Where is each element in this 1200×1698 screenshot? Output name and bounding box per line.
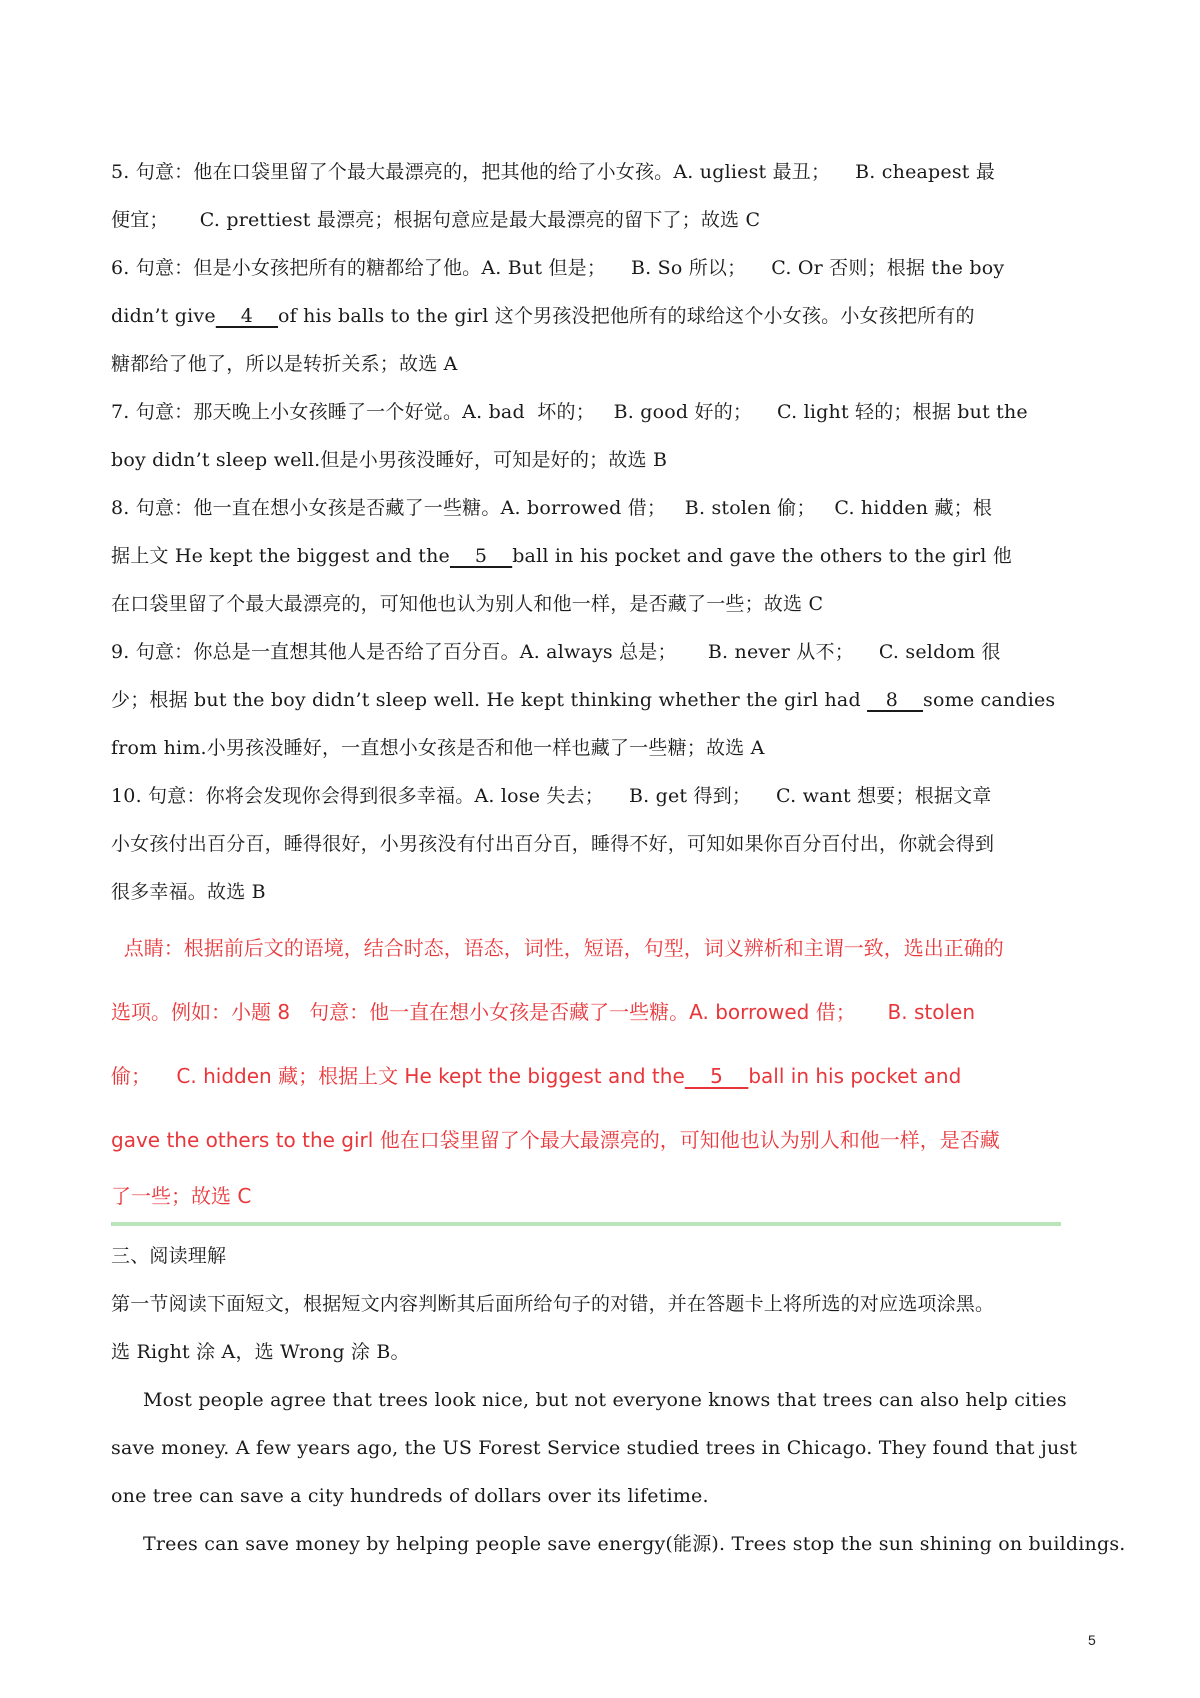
instruction-line: 选 Right 涂 A，选 Wrong 涂 B。 <box>111 1341 410 1363</box>
note-line: 点睛：根据前后文的语境，结合时态，语态，词性，短语，句型，词义辨析和主谓一致，选出正确的 <box>111 936 1004 960</box>
explanation-line: 很多幸福。故选 B <box>111 881 266 903</box>
explanation-line: 小女孩付出百分百，睡得很好，小男孩没有付出百分百，睡得不好，可知如果你百分百付出，你就会得到 <box>111 833 995 855</box>
explanation-line: 10. 句意：你将会发现你会得到很多幸福。A. lose 失去； B. get 得到； C. want 想要；根据文章 <box>111 785 992 807</box>
line-text: some candies <box>923 689 1056 711</box>
passage-line: save money. A few years ago, the US Forest Service studied trees in Chicago. They found that just <box>111 1437 1078 1459</box>
note-line: gave the others to the girl 他在口袋里留了个最大最漂亮的，可知他也认为别人和他一样，是否藏 <box>111 1128 1000 1152</box>
explanation-line: 糖都给了他了，所以是转折关系；故选 A <box>111 353 458 375</box>
explanation-line: 在口袋里留了个最大最漂亮的，可知他也认为别人和他一样，是否藏了一些；故选 C <box>111 593 824 615</box>
line-text: 少；根据 but the boy didn’t sleep well. He kept thinking whether the girl had <box>111 689 868 711</box>
blank-number: 4 <box>215 305 278 327</box>
section-title: 三、阅读理解 <box>111 1245 227 1267</box>
blank-number: 5 <box>684 1064 749 1088</box>
note-line: 了一些；故选 C <box>111 1184 252 1208</box>
page-content <box>111 148 1126 1568</box>
passage-line: Most people agree that trees look nice, but not everyone knows that trees can also help cities <box>143 1389 1067 1411</box>
reading-passage <box>111 1376 1126 1568</box>
explanation-line <box>111 532 1101 580</box>
explanation-line <box>111 292 1101 340</box>
explanation-line <box>111 676 1101 724</box>
section-divider <box>111 1222 1061 1226</box>
instruction-line: 第一节阅读下面短文，根据短文内容判断其后面所给句子的对错，并在答题卡上将所选的对应选项涂黑。 <box>111 1293 995 1315</box>
answer-explanations <box>111 148 1101 916</box>
explanation-line: boy didn’t sleep well.但是小男孩没睡好，可知是好的；故选 B <box>111 449 668 471</box>
line-text: of his balls to the girl 这个男孩没把他所有的球给这个小女孩。小女孩把所有的 <box>278 305 975 327</box>
blank-number: 8 <box>867 689 924 711</box>
explanation-line: from him.小男孩没睡好，一直想小女孩是否和他一样也藏了一些糖；故选 A <box>111 737 765 759</box>
explanation-line: 便宜； C. prettiest 最漂亮；根据句意应是最大最漂亮的留下了；故选 C <box>111 209 761 231</box>
line-text: ball in his pocket and gave the others to the girl 他 <box>512 545 1012 567</box>
page-number: 5 <box>1088 1632 1096 1648</box>
explanation-line: 5. 句意：他在口袋里留了个最大最漂亮的，把其他的给了小女孩。A. ugliest 最丑； B. cheapest 最 <box>111 161 996 183</box>
note-line: 选项。例如：小题 8 句意：他一直在想小女孩是否藏了一些糖。A. borrowed 借； B. stolen <box>111 1000 975 1024</box>
line-text: 偷； C. hidden 藏；根据上文 He kept the biggest and the <box>111 1064 685 1088</box>
explanation-line: 6. 句意：但是小女孩把所有的糖都给了他。A. But 但是； B. So 所以； C. Or 否则；根据 the boy <box>111 257 1005 279</box>
passage-line: Trees can save money by helping people save energy(能源). Trees stop the sun shining on buildings. <box>143 1533 1126 1555</box>
explanation-line: 7. 句意：那天晚上小女孩睡了一个好觉。A. bad 坏的； B. good 好的； C. light 轻的；根据 but the <box>111 401 1028 423</box>
note-line <box>111 1044 1101 1108</box>
explanation-line: 8. 句意：他一直在想小女孩是否藏了一些糖。A. borrowed 借； B. stolen 偷； C. hidden 藏；根 <box>111 497 993 519</box>
line-text: 据上文 He kept the biggest and the <box>111 545 450 567</box>
line-text: didn’t give <box>111 305 216 327</box>
tip-note <box>111 916 1101 1220</box>
passage-line: one tree can save a city hundreds of dollars over its lifetime. <box>111 1485 709 1507</box>
explanation-line: 9. 句意：你总是一直想其他人是否给了百分百。A. always 总是； B. never 从不； C. seldom 很 <box>111 641 1001 663</box>
line-text: ball in his pocket and <box>748 1064 962 1088</box>
blank-number: 5 <box>449 545 513 567</box>
